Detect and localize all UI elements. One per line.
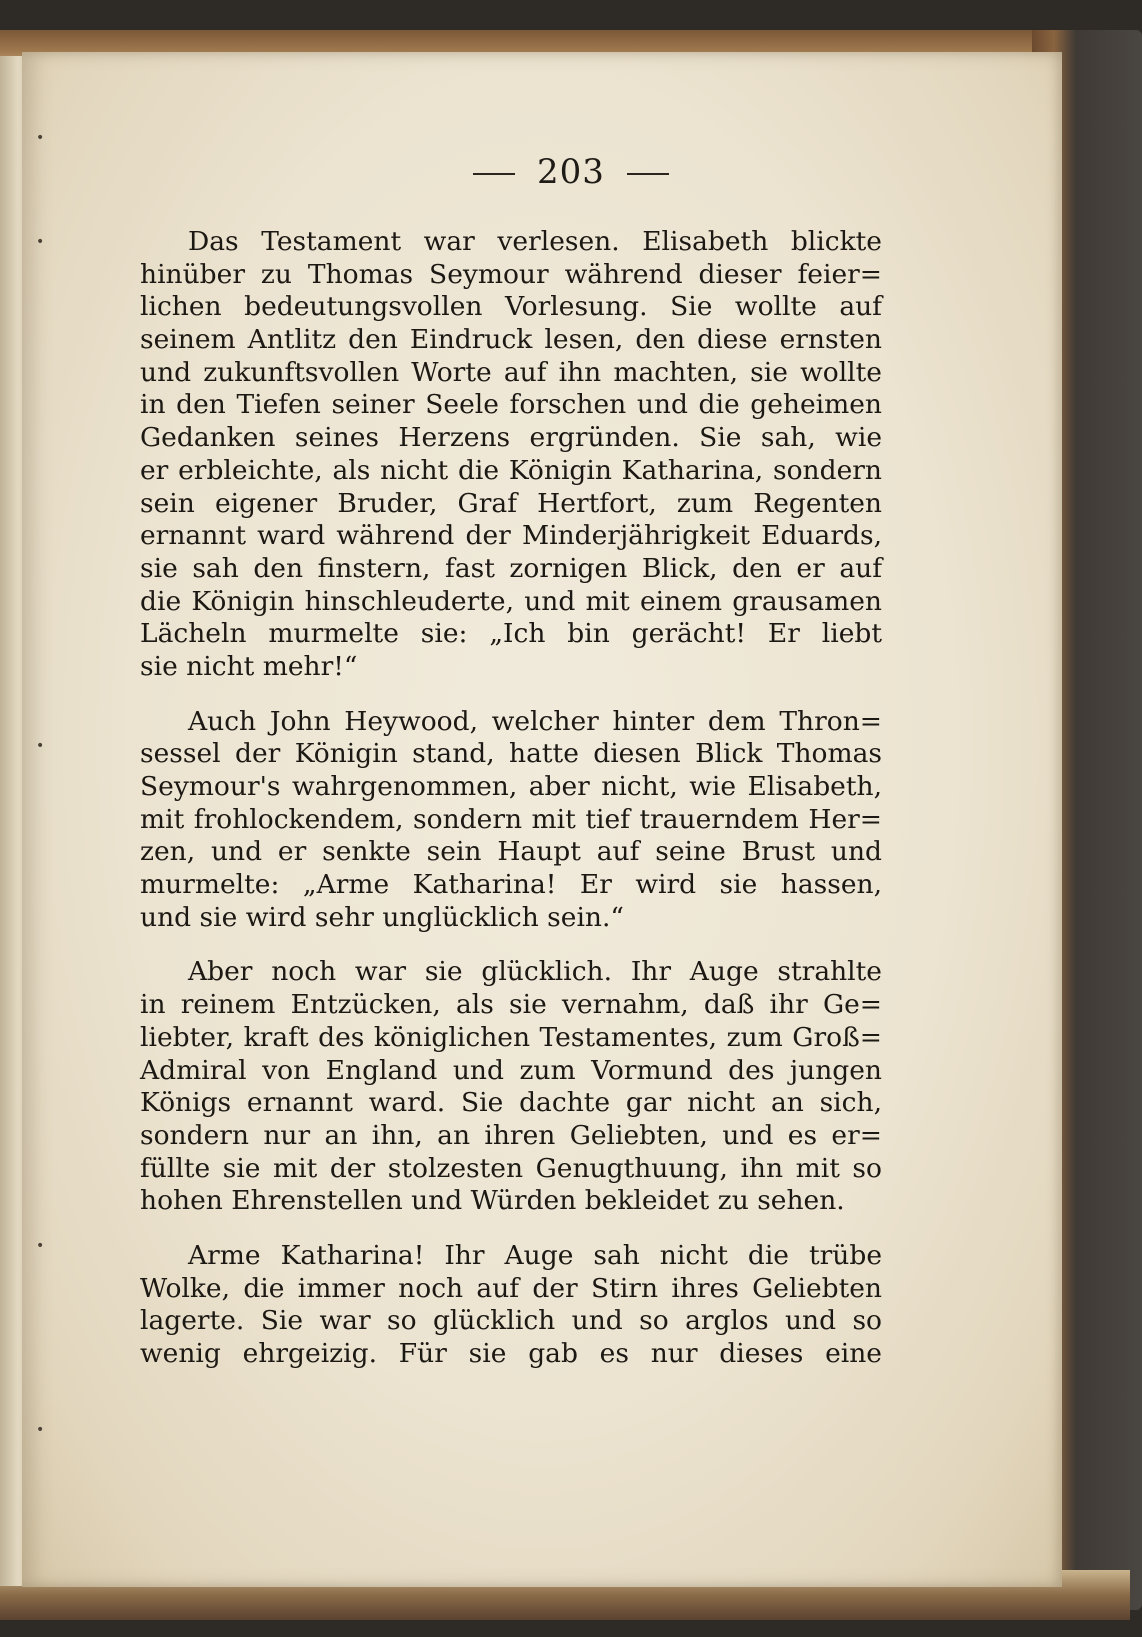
text-line: Lächeln murmelte sie: „Ich bin gerächt! Er liebt [140,618,882,650]
text-line: sein eigener Bruder, Graf Hertfort, zum Regenten [140,487,882,519]
text-line: Das Testament war verlesen. Elisabeth blickte [188,226,882,257]
margin-mark: • [36,1238,45,1254]
header-dash-right [627,173,669,175]
text-line: sie sah den finstern, fast zornigen Blick, den er auf [140,552,882,584]
text-line: sessel der Königin stand, hatte diesen Blick Thomas [140,738,882,770]
margin-mark: • [36,1422,45,1438]
text-line: hinüber zu Thomas Seymour während dieser feier= [140,258,882,290]
text-line: mit frohlockendem, sondern mit tief trauerndem Her= [140,803,882,835]
text-line: Auch John Heywood, welcher hinter dem Thron= [188,705,882,737]
text-line: lagerte. Sie war so glücklich und so arglos und so [140,1305,882,1337]
text-line: Arme Katharina! Ihr Auge sah nicht die trübe [188,1239,882,1271]
text-line: er erbleichte, als nicht die Königin Katharina, sondern [140,454,882,486]
header-dash-left [473,173,515,175]
paragraph-2 [140,706,882,935]
page-header [0,152,1142,192]
text-line: liebter, kraft des königlichen Testamentes, zum Groß= [140,1021,882,1053]
text-line: in den Tiefen seiner Seele forschen und die geheimen [140,389,882,421]
text-line: Aber noch war sie glücklich. Ihr Auge strahlte [188,956,882,988]
margin-mark: • [36,738,45,754]
text-line: sondern nur an ihn, an ihren Geliebten, und es er= [140,1119,882,1151]
text-line: in reinem Entzücken, als sie vernahm, daß ihr Ge= [140,989,882,1021]
text-line: seinem Antlitz den Eindruck lesen, den diese ernsten [140,324,882,356]
text-line: ernannt ward während der Minderjährigkeit Eduards, [140,520,882,552]
text-line: Wolke, die immer noch auf der Stirn ihres Geliebten [140,1272,882,1304]
text-line: hohen Ehrenstellen und Würden bekleidet zu sehen. [140,1185,845,1217]
body-text [140,226,882,1371]
paragraph-1 [140,226,882,684]
text-line: und sie wird sehr unglücklich sein.“ [140,901,624,933]
text-line: Admiral von England und zum Vormund des jungen [140,1054,882,1086]
text-line: Königs ernannt ward. Sie dachte gar nicht an sich, [140,1087,882,1119]
text-line: Seymour's wahrgenommen, aber nicht, wie Elisabeth, [140,771,882,802]
margin-mark: • [36,130,45,146]
paragraph-3 [140,956,882,1218]
page-number: 203 [537,152,605,192]
text-line: lichen bedeutungsvollen Vorlesung. Sie wollte auf [140,291,882,323]
text-line: die Königin hinschleuderte, und mit einem grausamen [140,585,882,617]
text-line: wenig ehrgeizig. Für sie gab es nur dieses eine [140,1338,882,1369]
text-line: zen, und er senkte sein Haupt auf seine Brust und [140,836,882,868]
margin-mark: • [36,234,45,250]
text-line: Gedanken seines Herzens ergründen. Sie sah, wie [140,422,882,454]
text-line: murmelte: „Arme Katharina! Er wird sie hassen, [140,869,882,901]
paragraph-4 [140,1240,882,1371]
text-line: füllte sie mit der stolzesten Genugthuung, ihn mit so [140,1152,882,1184]
text-line: sie nicht mehr!“ [140,650,358,682]
text-line: und zukunftsvollen Worte auf ihn machten, sie wollte [140,356,882,388]
